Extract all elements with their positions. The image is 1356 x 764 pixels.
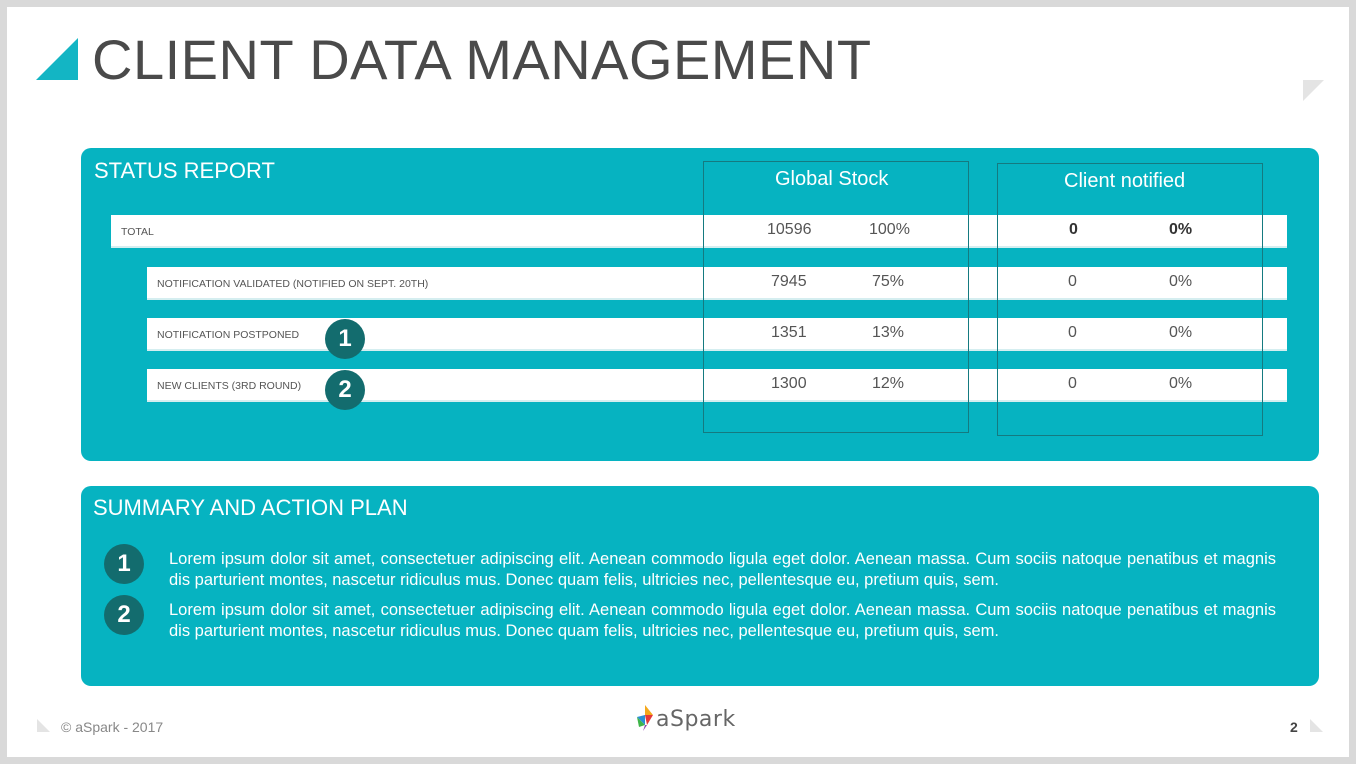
footer-left-triangle-icon <box>37 719 50 732</box>
client-notified-value: 0 <box>1068 324 1077 341</box>
footer-right-triangle-icon <box>1310 719 1323 732</box>
global-stock-value: 1300 <box>771 375 807 392</box>
status-report-heading: STATUS REPORT <box>94 158 275 183</box>
client-notified-percent: 0% <box>1169 273 1193 290</box>
global-stock-value: 10596 <box>767 221 812 238</box>
global-stock-header: Global Stock <box>775 168 889 190</box>
global-stock-percent: 100% <box>869 221 910 238</box>
client-notified-column <box>997 163 1263 436</box>
badge-1: 1 <box>325 319 365 359</box>
global-stock-value: 7945 <box>771 273 807 290</box>
logo-red-icon <box>645 715 653 725</box>
client-notified-percent: 0% <box>1169 221 1193 238</box>
row-label: NEW CLIENTS (3RD ROUND) <box>157 380 302 392</box>
global-stock-percent: 75% <box>872 273 905 290</box>
copyright-text: © aSpark - 2017 <box>61 719 164 735</box>
client-notified-value: 0 <box>1069 221 1078 238</box>
slide <box>7 7 1349 757</box>
row-label: NOTIFICATION POSTPONED <box>157 329 300 341</box>
page-title: CLIENT DATA MANAGEMENT <box>92 28 872 91</box>
logo-text: aSpark <box>656 707 736 732</box>
corner-triangle-icon <box>1303 80 1324 101</box>
logo-purple-icon <box>643 725 647 731</box>
client-notified-percent: 0% <box>1169 324 1193 341</box>
summary-badge-2: 2 <box>104 595 144 635</box>
summary-badge-1: 1 <box>104 544 144 584</box>
global-stock-value: 1351 <box>771 324 807 341</box>
summary-item-text: Lorem ipsum dolor sit amet, consectetuer adipiscing elit. Aenean commodo ligula eget dolor. Aenean massa. Cum sociis natoque penatibus et magnis dis parturient montes, nascetur ridiculus mus. Donec quam felis, ultricies nec, pellentesque eu, pretium quis, sem. <box>169 601 1276 640</box>
page-number: 2 <box>1290 719 1298 735</box>
badge-2: 2 <box>325 370 365 410</box>
global-stock-percent: 13% <box>872 324 905 341</box>
client-notified-value: 0 <box>1068 375 1077 392</box>
client-notified-percent: 0% <box>1169 375 1193 392</box>
title-triangle-icon <box>36 38 78 80</box>
row-label: NOTIFICATION VALIDATED (NOTIFIED ON SEPT. 20TH) <box>157 278 429 290</box>
global-stock-column <box>703 161 969 433</box>
summary-heading: SUMMARY AND ACTION PLAN <box>93 495 408 520</box>
global-stock-percent: 12% <box>872 375 905 392</box>
row-label: TOTAL <box>121 226 154 238</box>
status-report-panel <box>81 148 1319 461</box>
client-notified-value: 0 <box>1068 273 1077 290</box>
logo-orange-icon <box>645 705 653 715</box>
summary-panel <box>81 486 1319 686</box>
client-notified-header: Client notified <box>1064 170 1186 192</box>
summary-item-text: Lorem ipsum dolor sit amet, consectetuer adipiscing elit. Aenean commodo ligula eget dolor. Aenean massa. Cum sociis natoque penatibus et magnis dis parturient montes, nascetur ridiculus mus. Donec quam felis, ultricies nec, pellentesque eu, pretium quis, sem. <box>169 550 1276 589</box>
